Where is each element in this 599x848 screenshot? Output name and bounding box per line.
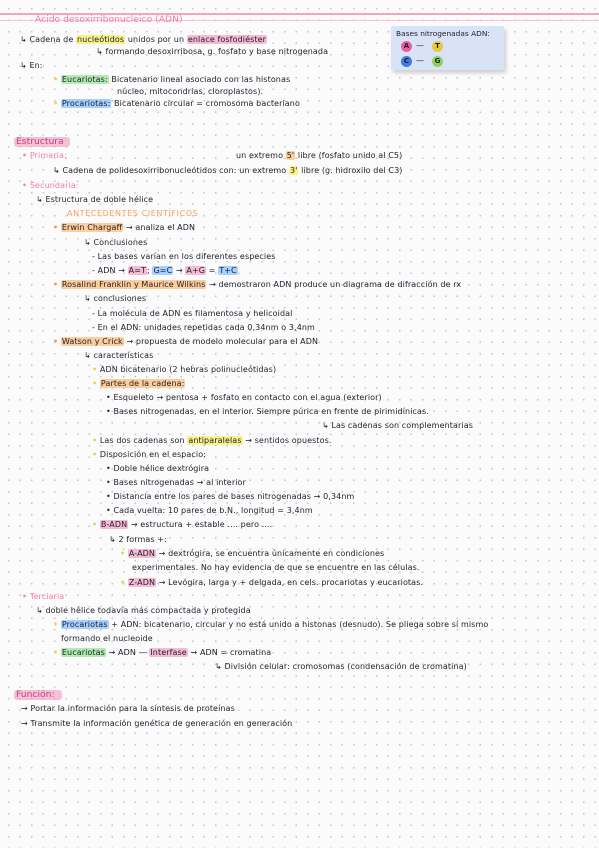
primaria-right-pre: un extremo: [236, 151, 284, 160]
bullet-icon: •: [53, 75, 59, 84]
conclusiones-2: ↳ conclusiones: [84, 294, 147, 303]
rosalind-line: [53, 280, 461, 289]
bullet-icon: •: [92, 365, 98, 374]
bullet-icon: •: [53, 337, 59, 346]
intro-enlace: enlace fosfodiéster: [187, 35, 267, 44]
procariotas-text: Bicatenario circular = cromosoma bacteriano: [114, 99, 300, 108]
sticky-title: Bases nitrogenadas ADN:: [396, 29, 490, 38]
badn-label: B-ADN: [100, 520, 128, 529]
aadn-post: → dextrógira, se encuentra únicamente en condiciones: [158, 549, 385, 558]
sticky-note: [391, 26, 504, 70]
intro-line-3: ↳ En:: [20, 61, 43, 70]
w1-text: ADN bicatenario (2 hebras polinucleótidas): [99, 365, 277, 374]
primaria-label: Primaria:: [29, 151, 67, 160]
bullet-icon: •: [92, 520, 98, 529]
aadn-label: A-ADN: [128, 549, 155, 558]
ter-prok-line: [53, 620, 488, 629]
funcion-1: → Portar la información para la síntesis de proteínas: [21, 704, 235, 713]
bullet-icon: •: [120, 549, 126, 558]
ros-c2: - En el ADN: unidades repetidas cada 0,34nm o 3,4nm: [92, 323, 315, 332]
intro-eucariotas-2: núcleo, mitocondrias, cloroplastos).: [117, 87, 264, 96]
dash-1: —: [416, 41, 424, 50]
disposicion-line: [92, 450, 206, 459]
rosalind-post: → demostraron ADN produce un diagrama de difracción de rx: [209, 280, 462, 289]
aadn-line: [120, 549, 384, 558]
three-prime: 3': [289, 166, 298, 175]
c2-sep: ;: [147, 266, 150, 275]
bullet-icon: •: [22, 151, 28, 160]
c2-eq: =: [208, 266, 216, 275]
intro-text-mid: unidos por un: [127, 35, 185, 44]
base-a-badge: A: [401, 41, 412, 52]
base-t-badge: T: [432, 41, 443, 52]
ter-prok-label: Procariotas: [61, 620, 108, 629]
primaria-line-2: [53, 166, 403, 175]
intro-nucleotidos: nucleótidos: [77, 35, 125, 44]
antiparalelas-label: antiparalelas: [188, 436, 242, 445]
chargaff-post: → analiza el ADN: [125, 223, 196, 232]
ros-c1: - La molécula de ADN es filamentosa y helicoidal: [92, 309, 293, 318]
at-pair: A=T: [128, 266, 147, 275]
rosalind-label: Rosalind Franklin y Maurice Wilkins: [61, 280, 206, 289]
ter-euk-line: [53, 648, 271, 657]
zadn-line: [120, 578, 423, 587]
bullet-icon: •: [92, 436, 98, 445]
dash-2: —: [416, 56, 424, 65]
w1: [92, 365, 276, 374]
terciaria-label: Terciaria: [29, 592, 65, 601]
intro-line-2: ↳ formando desoxirribosa, g. fosfato y base nitrogenada: [96, 47, 329, 56]
zadn-post: → Levógira, larga y + delgada, en cels. procariotas y eucariotas.: [158, 578, 424, 587]
ter-prok-line-2: formando el nucleoide: [61, 634, 153, 643]
p3: ↳ Las cadenas son complementarias: [322, 421, 473, 430]
badn-line: [92, 520, 272, 529]
formas: ↳ 2 formas +:: [109, 535, 167, 544]
intro-procariotas: [53, 99, 300, 108]
antipar-post: → sentidos opuestos.: [245, 436, 332, 445]
partes-label: Partes de la cadena:: [100, 379, 185, 388]
secundaria-label: Secundaria:: [29, 181, 79, 190]
antiparalelas-line: [92, 436, 332, 445]
partes-line: [92, 379, 185, 388]
estructura-heading: Estructura: [16, 136, 64, 147]
antecedentes-heading: ANTECEDENTES CIENTÍFICOS: [67, 209, 199, 218]
funcion-heading: Función:: [16, 689, 55, 700]
primaria-right-post: libre (fosfato unido al C5): [297, 151, 403, 160]
c2-pre: - ADN →: [92, 266, 125, 275]
page-title: Ácido desoxirribonucleico (ADN): [35, 14, 183, 25]
bullet-icon: •: [53, 280, 59, 289]
eucariotas-label: Eucariotas:: [61, 75, 108, 84]
ter-prok-post: + ADN: bicatenario, circular y no está unido a histonas (desnudo). Se pliega sobre sí mismo: [111, 620, 489, 629]
disposicion-label: Disposición en el espacio:: [99, 450, 207, 459]
bullet-icon: •: [92, 379, 98, 388]
procariotas-label: Procariotas:: [61, 99, 111, 108]
watson-post: → propuesta de modelo molecular para el ADN: [126, 337, 319, 346]
bullet-icon: •: [53, 648, 59, 657]
chargaff-c1: - Las bases varían en los diferentes especies: [92, 252, 276, 261]
intro-text: ↳ Cadena de: [20, 35, 74, 44]
ag-sum: A+G: [186, 266, 206, 275]
c2-arrow: →: [175, 266, 183, 275]
funcion-2: → Transmite la información genética de generación en generación: [21, 719, 293, 728]
d1: • Doble hélice dextrógira: [106, 464, 210, 473]
intro-eucariotas: [53, 75, 290, 84]
bullet-icon: •: [120, 578, 126, 587]
p2: • Bases nitrogenadas, en el interior. Siempre púrica en frente de pirimidínicas.: [106, 407, 429, 416]
primaria-right: [236, 151, 402, 160]
aadn-line-2: experimentales. No hay evidencia de que se encuentre en las células.: [132, 563, 420, 572]
eucariotas-text: Bicatenario lineal asociado con las histonas: [111, 75, 291, 84]
caracteristicas: ↳ características: [84, 351, 154, 360]
sec-line-1: ↳ Estructura de doble hélice: [36, 195, 154, 204]
five-prime: 5': [286, 151, 295, 160]
chargaff-label: Erwin Chargaff: [61, 223, 123, 232]
ter-euk-line-2: ↳ División celular: cromosomas (condensación de cromatina): [215, 662, 467, 671]
zadn-label: Z-ADN: [128, 578, 156, 587]
chargaff-line: [53, 223, 195, 232]
badn-post: → estructura + estable .... pero ....: [130, 520, 273, 529]
chargaff-c2: [92, 266, 238, 275]
d3: • Distancia entre los pares de bases nitrogenadas → 0,34nm: [106, 492, 355, 501]
watson-label: Watson y Crick: [61, 337, 123, 346]
bullet-icon: •: [53, 223, 59, 232]
d2: • Bases nitrogenadas → al interior: [106, 478, 246, 487]
intro-line-1: [20, 35, 267, 44]
ter-euk-mid: → ADN —: [108, 648, 147, 657]
ter-euk-post: → ADN = cromatina: [190, 648, 272, 657]
p1: • Esqueleto → pentosa + fosfato en contacto con el agua (exterior): [106, 393, 382, 402]
bullet-icon: •: [22, 592, 28, 601]
bullet-icon: •: [53, 620, 59, 629]
ter-line-1: ↳ doble hélice todavía más compactada y protegida: [36, 606, 251, 615]
tc-sum: T+C: [219, 266, 237, 275]
secundaria-line: [22, 181, 79, 190]
base-g-badge: G: [432, 56, 443, 67]
bullet-icon: •: [53, 99, 59, 108]
interfase-label: Interfase: [150, 648, 187, 657]
base-c-badge: C: [401, 56, 412, 67]
bullet-icon: •: [92, 450, 98, 459]
primaria-l2-post: libre (g. hidroxilo del C3): [301, 166, 403, 175]
conclusiones-1: ↳ Conclusiones: [84, 238, 148, 247]
bullet-icon: •: [22, 181, 28, 190]
gc-pair: G=C: [153, 266, 173, 275]
d4: • Cada vuelta: 10 pares de b.N., longitud = 3,4nm: [106, 506, 313, 515]
watson-line: [53, 337, 318, 346]
primaria-line: [22, 151, 67, 160]
terciaria-line: [22, 592, 64, 601]
primaria-l2-text: ↳ Cadena de polidesoxirribonucleótidos con: un extremo: [53, 166, 287, 175]
ter-euk-label: Eucariotas: [61, 648, 105, 657]
antipar-pre: Las dos cadenas son: [99, 436, 185, 445]
